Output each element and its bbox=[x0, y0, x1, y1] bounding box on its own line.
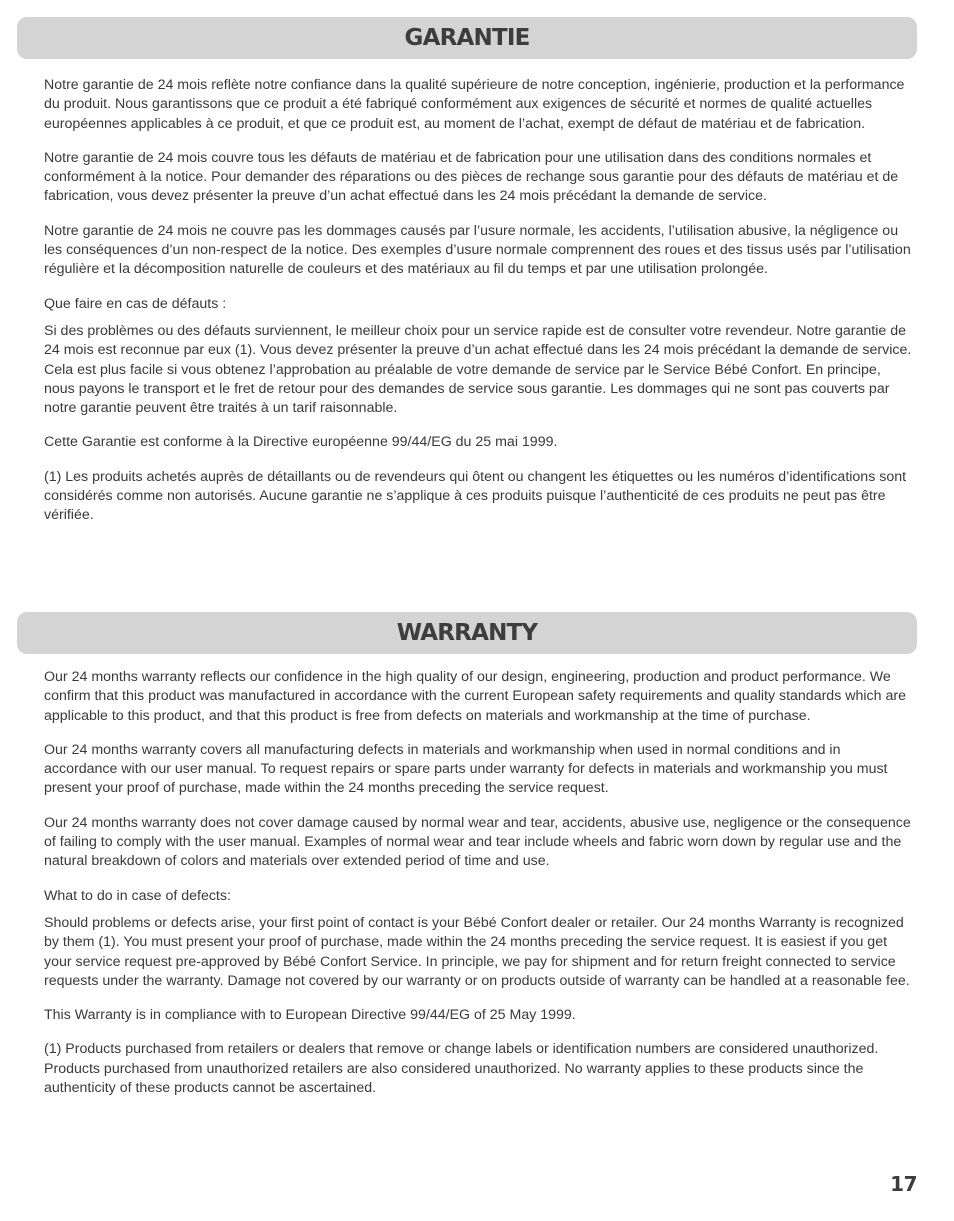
warranty-paragraph-5: Should problems or defects arise, your first point of contact is your Bébé Confort dealer or retailer. Our 24 months Warranty is recognized by them (1). You must present your proof of purchase, made within the 24 months preceding the service request. It is easiest if you get your service request pre-approved by Bébé Confort Service. In principle, we pay for shipment and for return freight connected to service requests under the warranty. Damage not covered by our warranty or on products outside of warranty can be handled at a reasonable fee. bbox=[44, 914, 910, 989]
garantie-paragraph-2: Notre garantie de 24 mois couvre tous les défauts de matériau et de fabrication pour une utilisation dans des conditions normales et conformément à la notice. Pour demander des réparations ou des pièces de rechange sous garantie pour des défauts de matériau et de fabrication, vous devez présenter la preuve d’un achat effectué dans les 24 mois précédant la demande de service. bbox=[44, 149, 899, 205]
garantie-paragraph-3: Notre garantie de 24 mois ne couvre pas les dommages causés par l’usure normale, les accidents, l’utilisation abusive, la négligence ou les conséquences d’un non-respect de la notice. Des exemples d’usure normale comprennent des roues et des tissus usés par l’utilisation régulière et la décomposition naturelle de couleurs et des matériaux au fil du temps et par une utilisation prolongée. bbox=[44, 222, 911, 278]
warranty-paragraph-2: Our 24 months warranty covers all manufacturing defects in materials and workmanship when used in normal conditions and in accordance with our user manual. To request repairs or spare parts under warranty for defects in materials and workmanship you must present your proof of purchase, made within the 24 months preceding the service request. bbox=[44, 741, 888, 797]
warranty-paragraph-1: Our 24 months warranty reflects our confidence in the high quality of our design, engineering, production and product performance. We confirm that this product was manufactured in accordance with the current European safety requirements and quality standards which are applicable to this product, and that this product is free from defects on materials and workmanship at the time of purchase. bbox=[44, 669, 906, 724]
garantie-defects-heading: Que faire en cas de défauts : bbox=[44, 295, 227, 312]
warranty-footnote: (1) Products purchased from retailers or dealers that remove or change labels or identification numbers are considered unauthorized. Products purchased from unauthorized retailers are also considered unauthorized. No warranty applies to these products since the authenticity of these products cannot be ascertained. bbox=[44, 1041, 879, 1097]
warranty-paragraph-3: Our 24 months warranty does not cover damage caused by normal wear and tear, accidents, abusive use, negligence or the consequence of failing to comply with the user manual. Examples of normal wear and tear include wheels and fabric worn down by regular use and the natural breakdown of colors and materials over extended period of time and use. bbox=[44, 814, 911, 870]
warranty-body bbox=[44, 668, 912, 1113]
warranty-defects-heading: What to do in case of defects: bbox=[44, 887, 231, 904]
garantie-paragraph-1: Notre garantie de 24 mois reflète notre confiance dans la qualité supérieure de notre conception, ingénierie, production et la performance du produit. Nous garantissons que ce produit a été fabriqué conformément aux exigences de sécurité et normes de qualité actuelles européennes applicables à ce produit, et que ce produit est, au moment de l’achat, exempt de défaut de matériau et de fabrication. bbox=[44, 77, 905, 132]
warranty-directive-note: This Warranty is in compliance with to European Directive 99/44/EG of 25 May 1999. bbox=[44, 1007, 576, 1024]
garantie-body bbox=[44, 76, 912, 541]
garantie-paragraph-5: Si des problèmes ou des défauts surviennent, le meilleur choix pour un service rapide est de consulter votre revendeur. Notre garantie de 24 mois est reconnue par eux (1). Vous devez présenter la preuve d’un achat effectué dans les 24 mois précédant la demande de service. Cela est plus facile si vous obtenez l’approbation au préalable de votre demande de service par le Service Bébé Confort. En principe, nous payons le transport et le fret de retour pour des demandes de service sous garantie. Les dommages qui ne sont pas couverts par notre garantie peuvent être traités à un tarif raisonnable. bbox=[44, 322, 912, 417]
warranty-header-bar bbox=[17, 612, 917, 654]
warranty-title: WARRANTY bbox=[396, 620, 538, 646]
garantie-directive-note: Cette Garantie est conforme à la Directive européenne 99/44/EG du 25 mai 1999. bbox=[44, 434, 558, 451]
garantie-title: GARANTIE bbox=[404, 25, 530, 51]
garantie-header-bar bbox=[17, 17, 917, 59]
garantie-footnote: (1) Les produits achetés auprès de détaillants ou de revendeurs qui ôtent ou changent les étiquettes ou les numéros d’identifications sont considérés comme non autorisés. Aucune garantie ne s’applique à ces produits puisque l’authenticité de ces produits ne peut pas être vérifiée. bbox=[44, 468, 907, 524]
page-number: 17 bbox=[890, 1172, 917, 1196]
